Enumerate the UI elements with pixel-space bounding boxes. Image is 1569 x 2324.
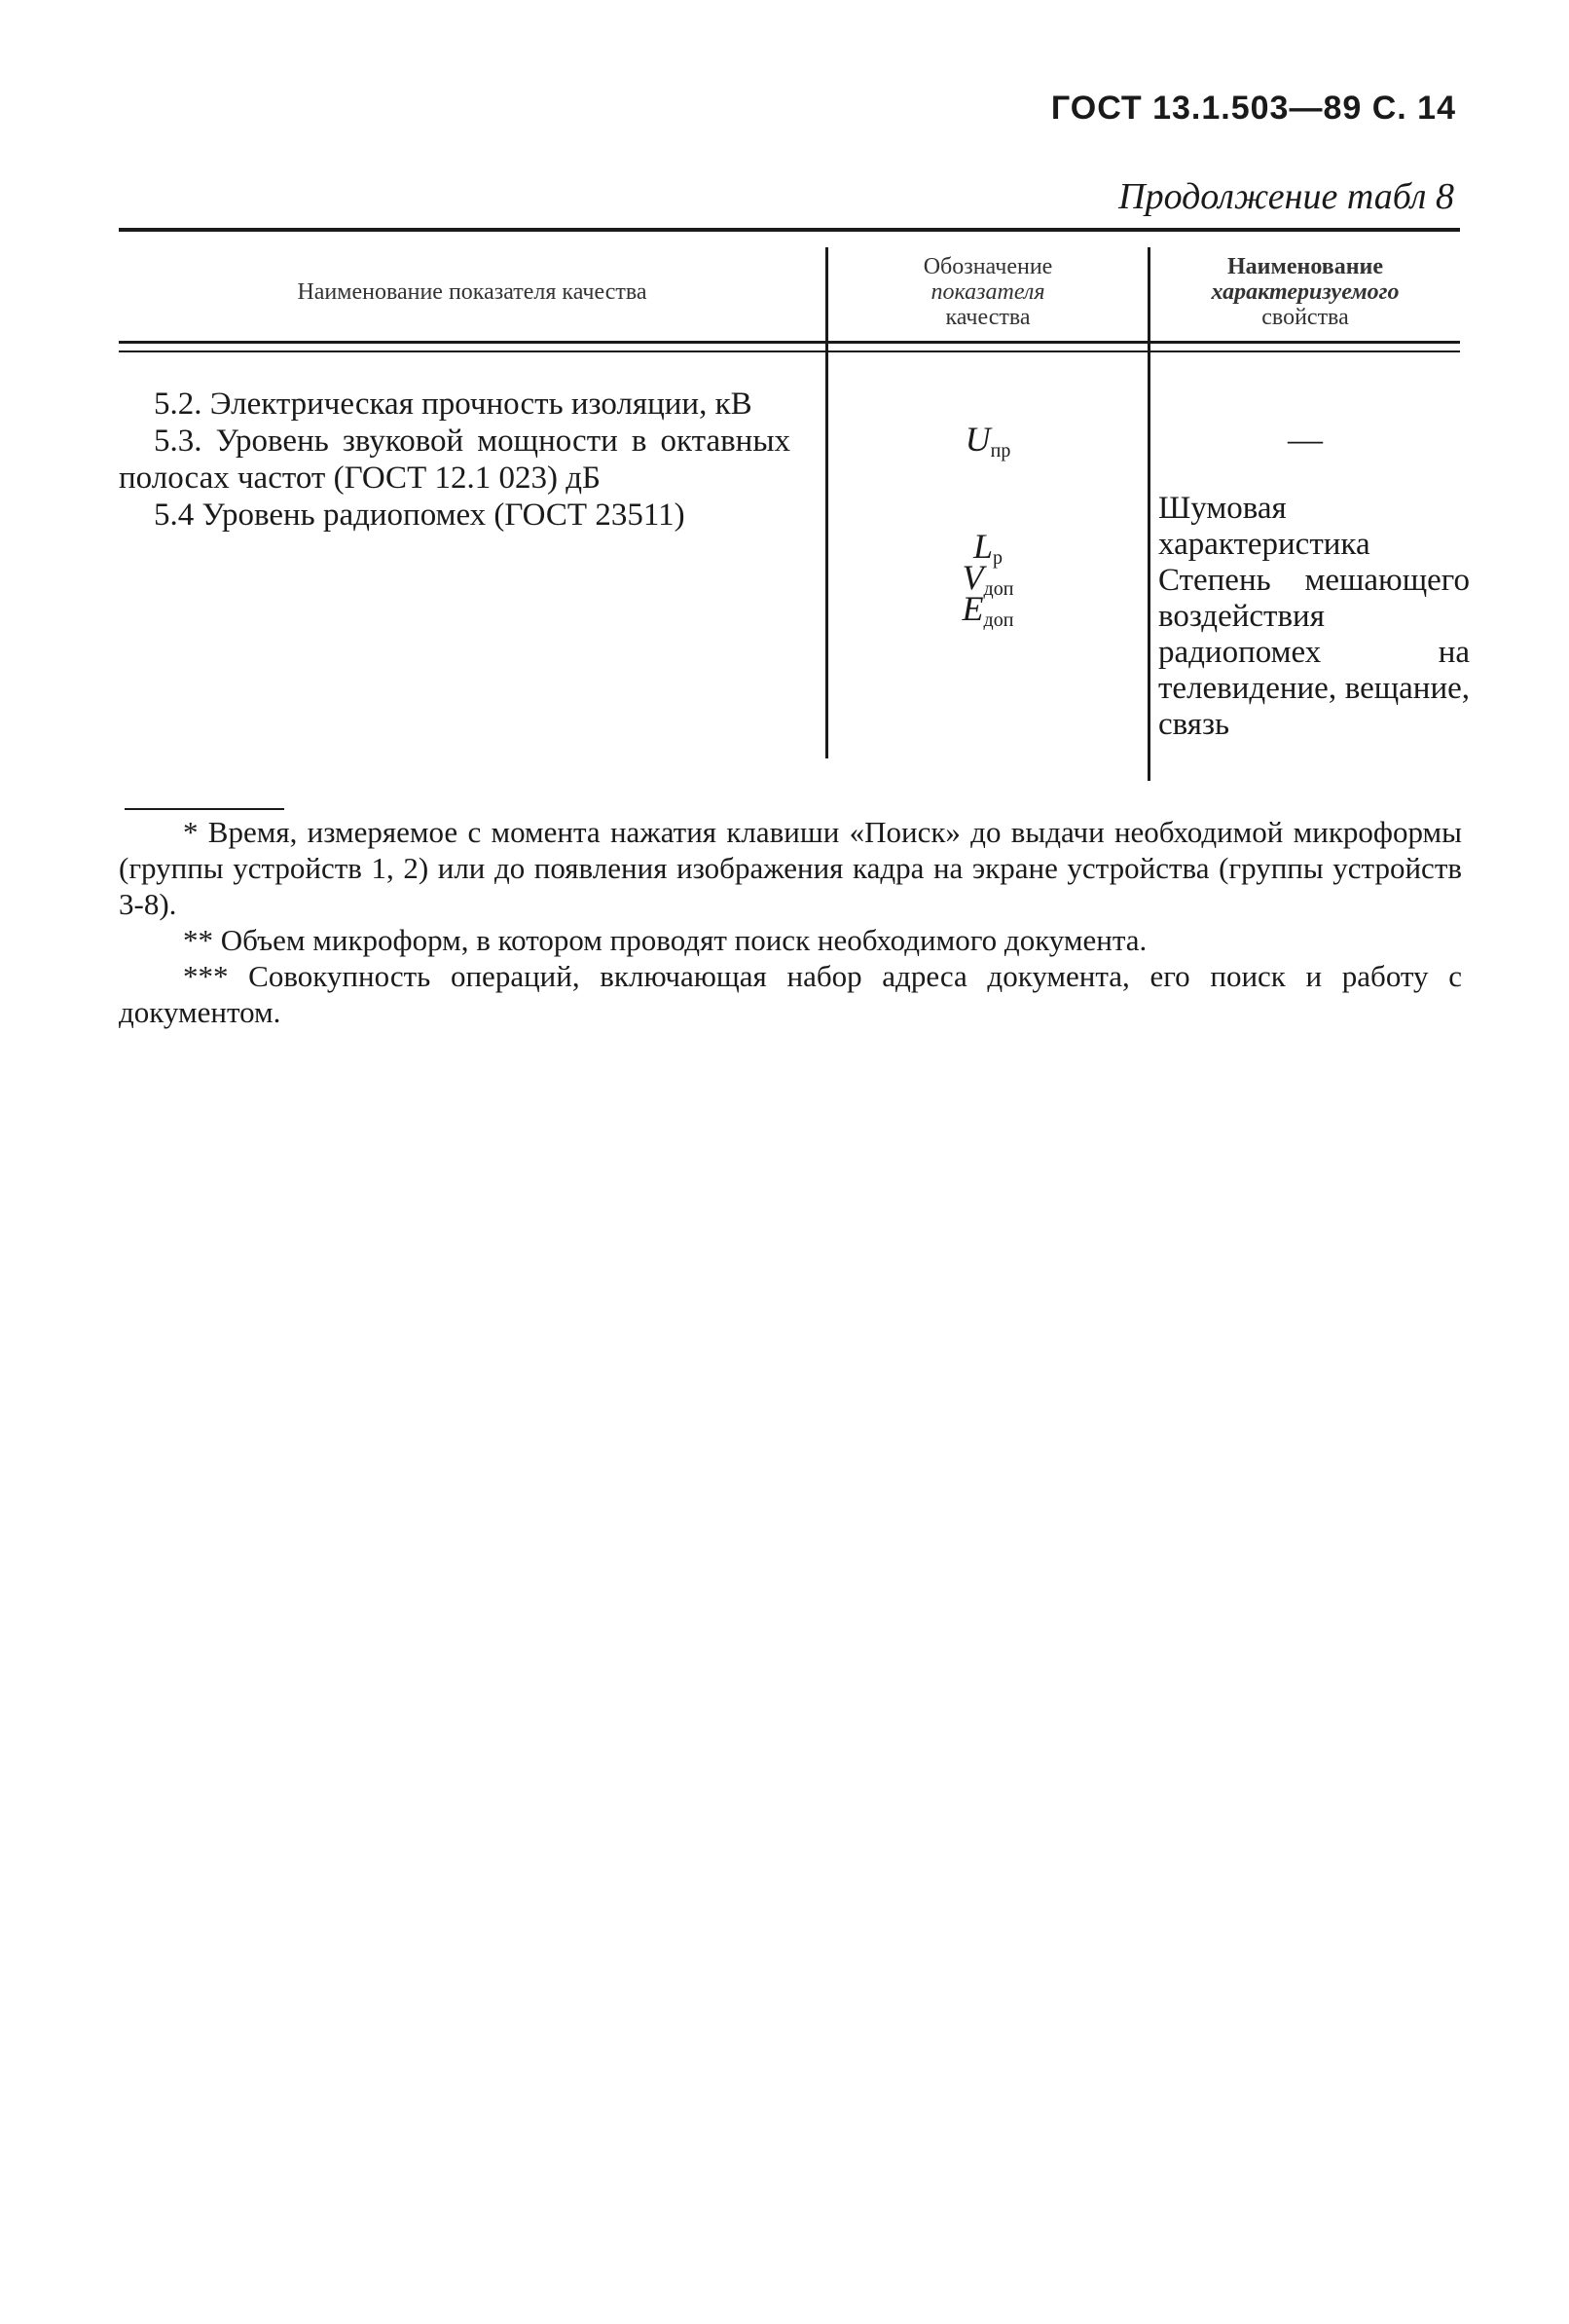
page-header: ГОСТ 13.1.503—89 С. 14: [1050, 90, 1456, 127]
footnote-separator: [125, 808, 284, 810]
row-5-4-symbol-v-sub: доп: [983, 578, 1014, 600]
column-header-symbol-line3: качества: [945, 305, 1031, 330]
column-header-property: [1150, 245, 1460, 339]
column-header-name: [119, 245, 825, 339]
table-header-rule: [119, 341, 1460, 352]
row-5-3-property: Шумовая характеристика: [1158, 491, 1370, 562]
footnote-1: * Время, измеряемое с момента нажатия клавиши «Поиск» до выдачи необходимой микроформы (группы устройств 1, 2) или до появления изображения кадра на экране устройства (группы устройств 3-8).: [119, 815, 1462, 921]
row-5-4-name: 5.4 Уровень радиопомех (ГОСТ 23511): [154, 498, 685, 533]
row-5-2-name: 5.2. Электрическая прочность изоляции, кВ: [154, 387, 752, 422]
row-5-3-symbol-sub: p: [993, 547, 1003, 569]
row-5-2-symbol-main: U: [965, 420, 991, 459]
row-5-4-symbol-e-main: E: [962, 589, 984, 628]
column-header-name-text: Наименование показателя качества: [297, 279, 647, 305]
table-top-rule: [119, 228, 1460, 232]
column-header-property-line1: Наименование: [1227, 254, 1383, 279]
row-5-4-symbol-e-sub: доп: [983, 609, 1014, 631]
row-5-2-property: —: [1288, 420, 1323, 459]
table-continuation-label: Продолжение табл 8: [1118, 176, 1454, 217]
column-header-symbol: [828, 245, 1148, 339]
footnote-2: ** Объем микроформ, в котором проводят поиск необходимого документа.: [183, 923, 1148, 957]
column-header-symbol-line1: Обозначение: [923, 254, 1053, 279]
column-header-property-line3: свойства: [1261, 305, 1349, 330]
footnotes: [119, 814, 1462, 1030]
quality-indicators-table: [119, 228, 1470, 773]
column-header-symbol-line2: показателя: [930, 279, 1045, 305]
row-5-2-symbol-sub: пр: [990, 440, 1011, 461]
column-header-property-line2: характеризуемого: [1211, 279, 1400, 305]
row-5-4-symbol-v-main: V: [962, 558, 984, 597]
row-5-3-symbol-main: L: [972, 527, 994, 566]
row-5-3-name: 5.3. Уровень звуковой мощности в октавных полосах частот (ГОСТ 12.1 023) дБ: [119, 424, 790, 496]
footnote-3: *** Совокупность операций, включающая набор адреса документа, его поиск и работу с документом.: [119, 959, 1462, 1029]
row-5-4-property: Степень мешающего воздействия радиопомех на телевидение, вещание, связь: [1158, 563, 1470, 742]
indicator-names: [119, 386, 790, 534]
row-5-4-symbol-e: [828, 588, 1148, 632]
row-5-2-symbol: [828, 419, 1148, 462]
